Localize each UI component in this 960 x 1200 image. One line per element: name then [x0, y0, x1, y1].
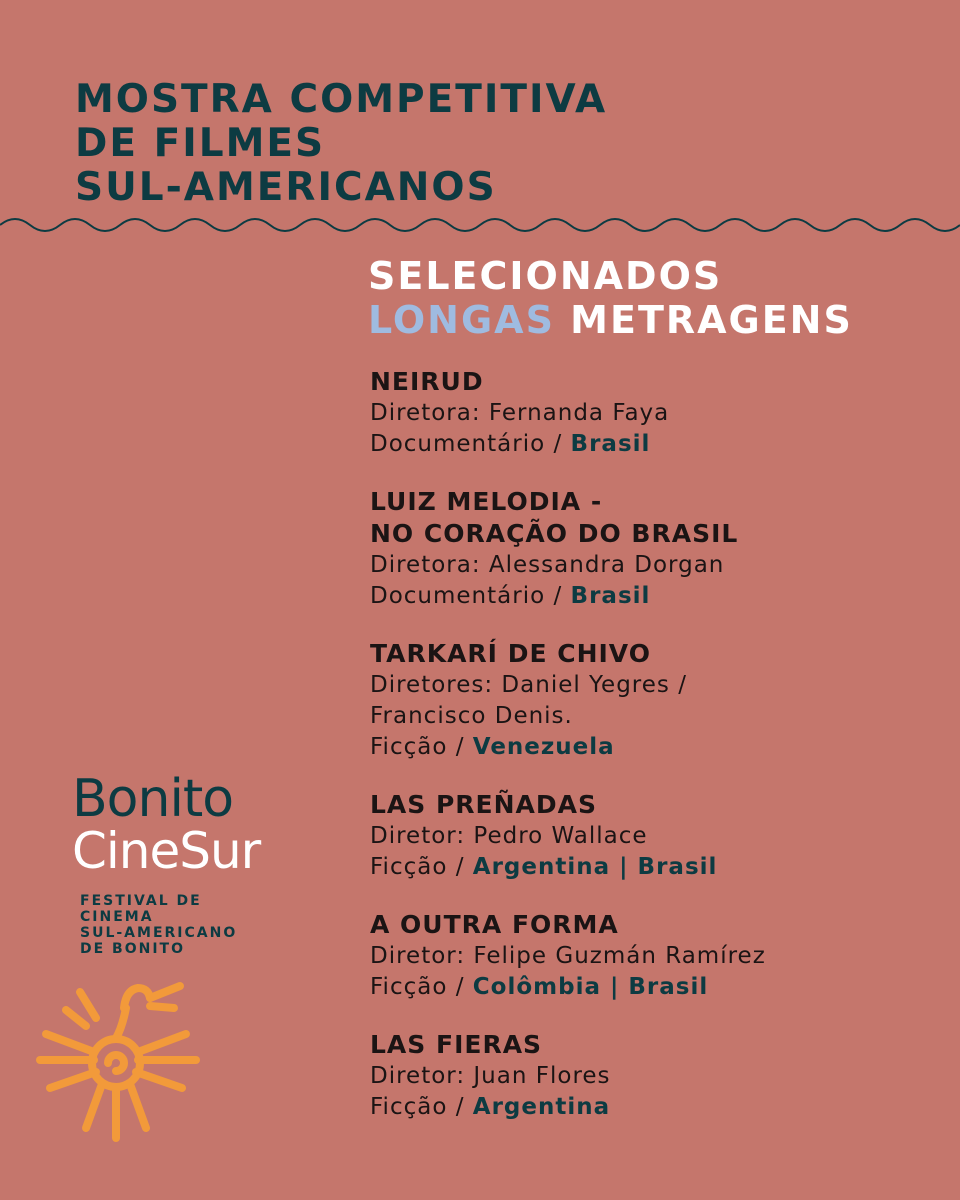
subtitle-line-2 [368, 298, 853, 342]
logo-subtitle-line: SUL-AMERICANO [80, 925, 238, 941]
film-director: Diretora: Fernanda Faya [370, 400, 670, 426]
film-entry [370, 909, 950, 1003]
section-subtitle [368, 254, 853, 342]
film-title: LUIZ MELODIA - [370, 487, 603, 516]
film-country: Venezuela [472, 734, 615, 760]
film-genre-country [370, 429, 950, 460]
film-country: Argentina [472, 1094, 611, 1120]
film-title: NO CORAÇÃO DO BRASIL [370, 519, 739, 548]
film-director: Francisco Denis. [370, 703, 573, 729]
film-list [370, 366, 950, 1149]
film-genre: Documentário / [370, 431, 571, 457]
film-country: Argentina | Brasil [472, 854, 718, 880]
film-title: LAS PREÑADAS [370, 790, 598, 819]
subtitle-line-1: SELECIONADOS [368, 254, 723, 298]
film-country: Colômbia | Brasil [472, 974, 709, 1000]
film-genre: Ficção / [370, 1094, 473, 1120]
film-genre: Ficção / [370, 974, 473, 1000]
film-entry [370, 1029, 950, 1123]
logo-cinesur: CineSur [72, 822, 261, 880]
subtitle-accent: LONGAS [368, 298, 555, 342]
film-genre-country [370, 1092, 950, 1123]
festival-logo [72, 769, 261, 880]
bird-icon [36, 968, 206, 1148]
logo-subtitle [80, 893, 237, 957]
film-country: Brasil [570, 583, 651, 609]
film-director: Diretor: Juan Flores [370, 1063, 611, 1089]
film-entry [370, 638, 950, 763]
page-title-line: SUL-AMERICANOS [75, 165, 497, 210]
film-genre-country [370, 732, 950, 763]
film-director: Diretores: Daniel Yegres / [370, 672, 687, 698]
film-entry [370, 789, 950, 883]
film-genre-country [370, 581, 950, 612]
film-director: Diretor: Pedro Wallace [370, 823, 648, 849]
logo-bonito: Bonito [72, 769, 234, 829]
film-title: LAS FIERAS [370, 1030, 543, 1059]
film-director: Diretora: Alessandra Dorgan [370, 552, 725, 578]
film-genre-country [370, 852, 950, 883]
logo-subtitle-line: DE BONITO [80, 941, 186, 957]
film-genre: Documentário / [370, 583, 571, 609]
film-genre: Ficção / [370, 734, 473, 760]
film-entry [370, 366, 950, 460]
logo-subtitle-line: FESTIVAL DE [80, 893, 202, 909]
film-title: NEIRUD [370, 367, 484, 396]
page-title-line: DE FILMES [75, 121, 326, 166]
film-entry [370, 486, 950, 612]
page-title-line: MOSTRA COMPETITIVA [75, 77, 608, 122]
film-genre: Ficção / [370, 854, 473, 880]
logo-subtitle-line: CINEMA [80, 909, 154, 925]
film-title: A OUTRA FORMA [370, 910, 619, 939]
film-country: Brasil [570, 431, 651, 457]
subtitle-rest: METRAGENS [554, 298, 853, 342]
page-title [75, 78, 607, 210]
film-genre-country [370, 972, 950, 1003]
film-title: TARKARÍ DE CHIVO [370, 639, 651, 668]
wave-divider [0, 210, 960, 240]
film-director: Diretor: Felipe Guzmán Ramírez [370, 943, 766, 969]
